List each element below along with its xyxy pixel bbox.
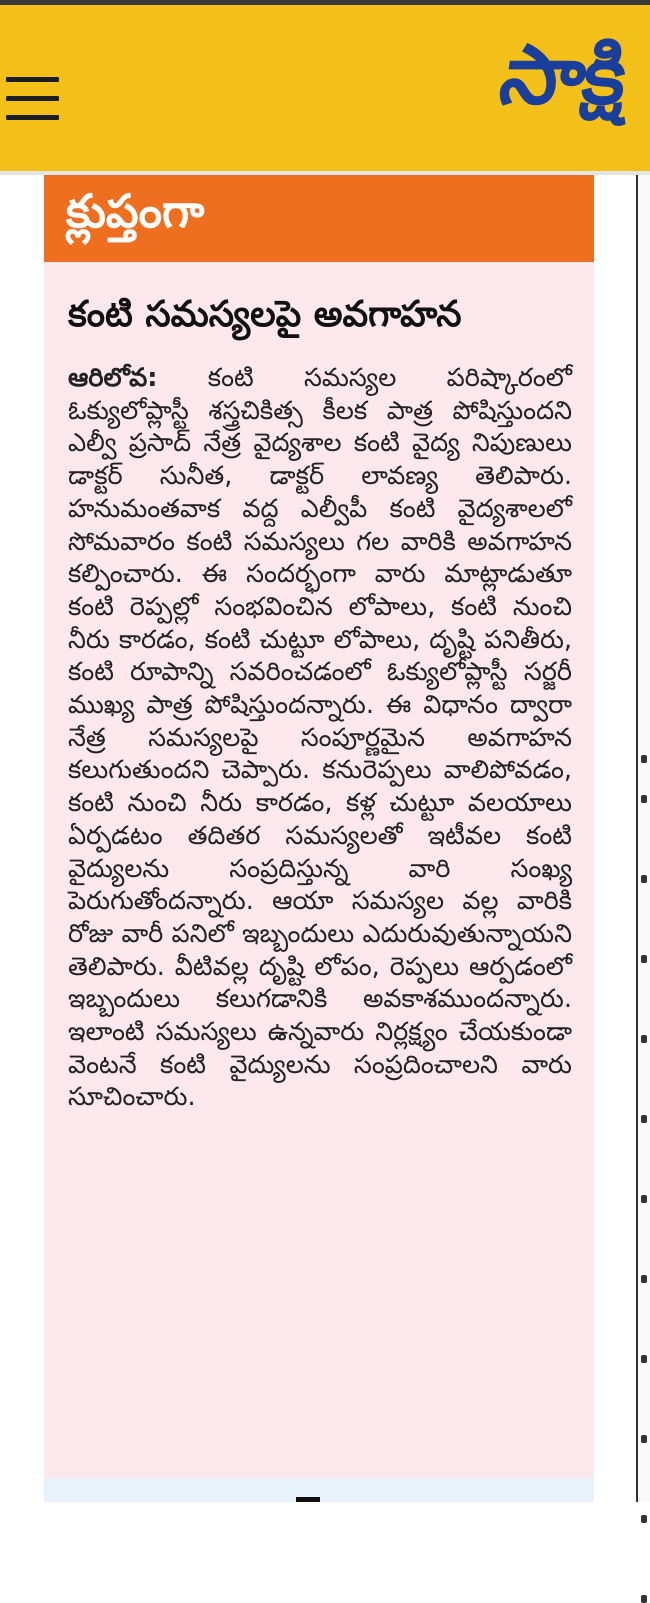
article-dateline: ఆరిలోవ: xyxy=(68,363,158,393)
section-banner xyxy=(44,175,594,262)
hamburger-menu-icon[interactable] xyxy=(6,77,60,123)
article-card xyxy=(44,175,594,1502)
site-header xyxy=(0,5,650,171)
adjacent-page-edge xyxy=(636,175,650,1502)
article-headline: కంటి సమస్యలపై అవగాహన xyxy=(68,294,462,335)
section-label: క్లుప్తంగా xyxy=(66,184,205,238)
sakshi-logo[interactable]: సాక్షి xyxy=(494,28,631,123)
next-item-mark xyxy=(296,1497,320,1502)
article-body xyxy=(68,362,572,1114)
article-text: కంటి సమస్యల పరిష్కారంలో ఓక్యులోప్లాస్టీ శస్త్రచికిత్స కీలక పాత్ర పోషిస్తుందని ఎల్వీ ప్రసాద్ నేత్ర వైద్యశాల కంటి వైద్య నిపుణులు డాక్టర్ సునీత, డాక్టర్ లావణ్య తెలిపారు. హనుమంతవాక వద్ద ఎల్వీపీ కంటి వైద్యశాలలో సోమవారం కంటి సమస్యలు గల వారికి అవగాహన కల్పించారు. ఈ సందర్భంగా వారు మాట్లాడుతూ కంటి రెప్పల్లో సంభవించిన లోపాలు, కంటి నుంచి నీరు కారడం, కంటి చుట్టూ లోపాలు, దృష్టి పనితీరు, కంటి రూపాన్ని సవరించడంలో ఓక్యులోప్లాస్టీ సర్జరీ ముఖ్య పాత్ర పోషిస్తుందన్నారు. ఈ విధానం ద్వారా నేత్ర సమస్యలపై సంపూర్ణమైన అవగాహన కలుగుతుందని చెప్పారు. కనురెప్పలు వాలిపోవడం, కంటి నుంచి నీరు కారడం, కళ్ల చుట్టూ వలయాలు ఏర్పడటం తదితర సమస్యలతో ఇటీవల కంటి వైద్యులను సంప్రదిస్తున్న వారి సంఖ్య పెరుగుతోందన్నారు. ఆయా సమస్యల వల్ల వారికి రోజు వారీ పనిలో ఇబ్బందులు ఎదురువుతున్నాయని తెలిపారు. వీటివల్ల దృష్టి లోపం, రెప్పలు ఆర్పడంలో ఇబ్బందులు కలుగడానికి అవకాశముందన్నారు. ఇలాంటి సమస్యలు ఉన్నవారు నిర్లక్ష్యం చేయకుండా వెంటనే కంటి వైద్యులను సంప్రదించాలని వారు సూచించారు. xyxy=(68,363,572,1113)
